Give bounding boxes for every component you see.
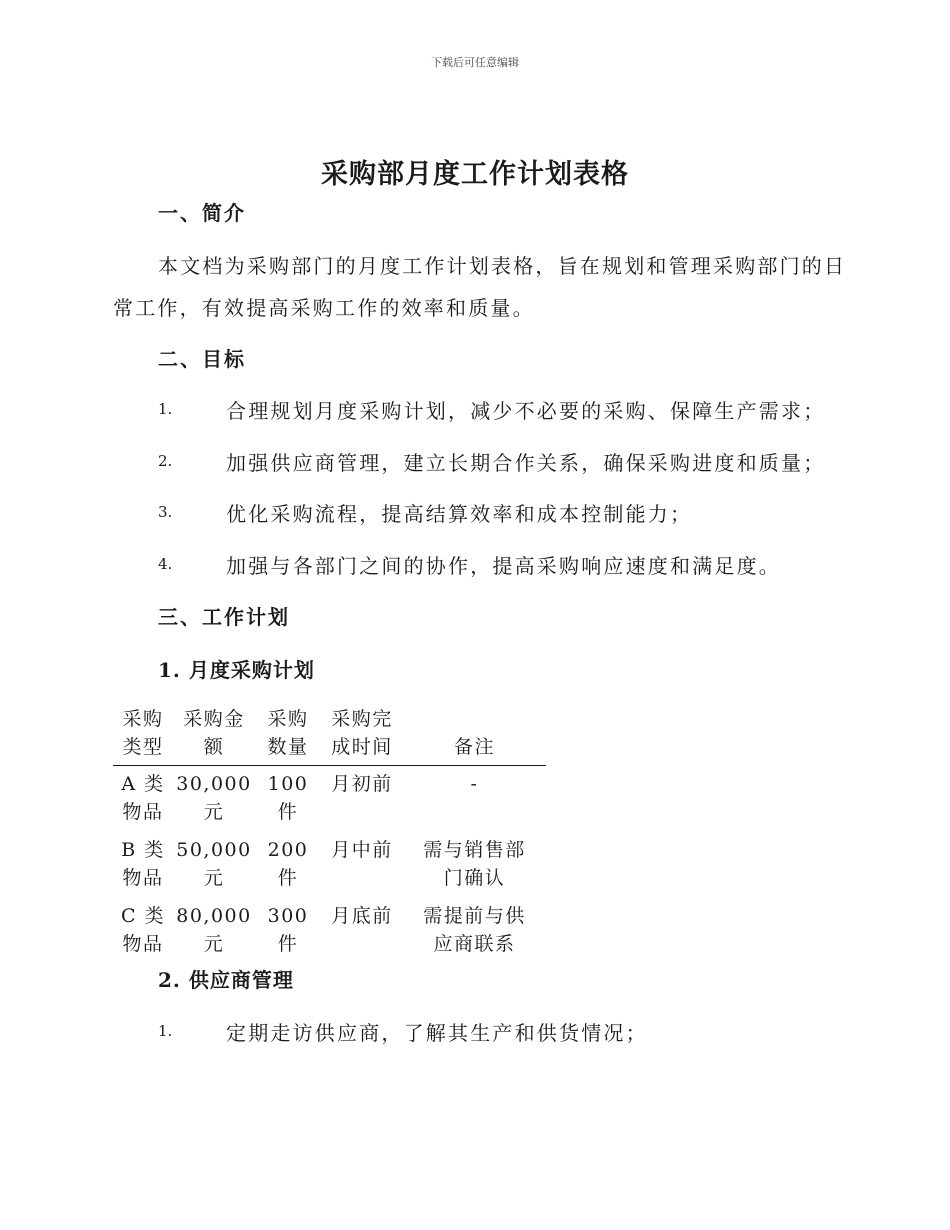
table-cell: 80,000 元 xyxy=(176,905,252,955)
table-header-cell: 采购 类型 xyxy=(122,708,164,758)
goal-item-number: 1. xyxy=(158,400,173,418)
subsection-heading-supplier: 2. 供应商管理 xyxy=(158,968,294,992)
table-cell: B 类 物品 xyxy=(121,839,165,889)
goal-item-text: 优化采购流程，提高结算效率和成本控制能力； xyxy=(226,502,693,526)
table-cell: 月中前 xyxy=(331,839,393,861)
table-row xyxy=(113,832,546,898)
page-header-note: 下载后可任意编辑 xyxy=(431,56,519,69)
table-row xyxy=(113,766,546,833)
table-header-row xyxy=(113,705,546,766)
goal-item-text: 加强供应商管理，建立长期合作关系，确保采购进度和质量； xyxy=(226,451,826,475)
section-heading-goals: 二、目标 xyxy=(158,347,246,371)
document-title: 采购部月度工作计划表格 xyxy=(321,159,629,190)
table-cell: A 类 物品 xyxy=(121,773,165,823)
table-cell: C 类 物品 xyxy=(120,905,166,955)
table-cell: 需与销售部 门确认 xyxy=(423,839,526,889)
goal-item-text: 合理规划月度采购计划，减少不必要的采购、保障生产需求； xyxy=(226,399,826,423)
table-cell: 200 件 xyxy=(267,839,309,889)
table-cell: 30,000 元 xyxy=(176,773,252,823)
table-cell: 月初前 xyxy=(331,773,393,795)
table-header-cell: 采购金 额 xyxy=(183,708,245,758)
table-header-cell: 采购完 成时间 xyxy=(331,708,393,758)
intro-paragraph-line-1: 本文档为采购部门的月度工作计划表格，旨在规划和管理采购部门的日 xyxy=(158,254,847,278)
table-cell: 100 件 xyxy=(267,773,309,823)
section-heading-intro: 一、简介 xyxy=(158,201,246,225)
goal-item-number: 2. xyxy=(158,452,173,470)
section-heading-plan: 三、工作计划 xyxy=(158,605,290,629)
goal-item-text: 加强与各部门之间的协作，提高采购响应速度和满足度。 xyxy=(226,554,781,578)
goal-item-number: 4. xyxy=(158,555,173,573)
supplier-item-text: 定期走访供应商，了解其生产和供货情况； xyxy=(226,1021,648,1045)
table-header-cell: 备注 xyxy=(453,736,495,758)
table-cell: - xyxy=(470,773,479,795)
table-cell: 需提前与供 应商联系 xyxy=(423,905,526,955)
table-row xyxy=(113,898,546,964)
table-cell: 50,000 元 xyxy=(176,839,252,889)
goal-item-number: 3. xyxy=(158,503,173,521)
table-cell: 月底前 xyxy=(331,905,393,927)
table-header-cell: 采购 数量 xyxy=(267,708,309,758)
table-cell: 300 件 xyxy=(267,905,309,955)
intro-paragraph-line-2: 常工作，有效提高采购工作的效率和质量。 xyxy=(113,296,535,320)
subsection-heading-monthly: 1. 月度采购计划 xyxy=(158,658,315,682)
supplier-item-number: 1. xyxy=(158,1022,173,1040)
monthly-purchase-table xyxy=(113,705,546,964)
